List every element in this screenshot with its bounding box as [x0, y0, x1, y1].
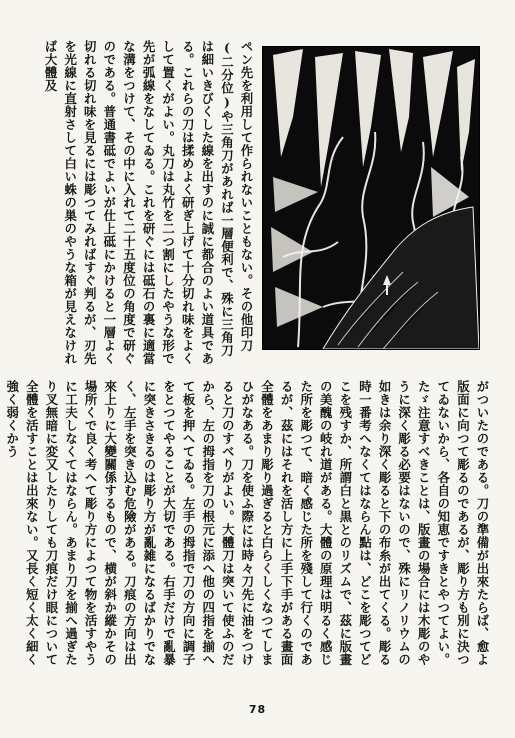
woodcut-illustration [262, 46, 480, 350]
top-left-text-block: ペン先を利用して作られないこともない。その他印刀(二分位)や三角刀があれば一層便利で、殊に三角刀は細いきびくした線を出すのに誠に都合のよい道具である。これらの刀は揉めよく研ぎ上げて十分切れ味をよくして置くがよい。丸刀は丸竹を二つ割にしたやうな形で先が弧線をなしてゐる。これを研ぐには砥石の裏に適當な溝をつけて、その中に入れて二十五度位の角度で研ぐのである。普通書砥でよいが仕上砥にかけると一層よく切れる切れ味を見るには彫つてみればすぐ判るが、刃先を光線に直射さして白い蛛の巣のやうな箱が見えなければ大體及 [43, 40, 254, 365]
page-number: 78 [248, 703, 267, 716]
woodcut-art [263, 47, 479, 349]
bottom-text-block: がついたのである。刀の準備が出來たらば、愈よ版面に向つて彫るのであるが、彫り方も別に決つてゐないから、各自の知恵ですきとやつてよい。たゞ注意すべきことは、版畫の場合には木彫のやうに深く彫る必要はないので、殊にリノリウムの如きは余り深く彫ると下の布糸が出てくる。彫る時一番考へなくてはならん點は、どこを彫つてどこを残すか、所謂白と黒とのリズムで、茲に版畫の美醜の岐れ道がある。大體の原理は明るく感じた所を彫つて、暗く感じた所を殘して行くのであるが、茲にはそれを活し方に上手下手がある畫面全體をあまり彫り過ぎると白らくしくなつてしまひがなある。刀を使ふ際には時々刀先に油をつけると刀のすべりがよい。大體刀は突いて使ふのだから、左の拇指を刀の根元に添へ他の四指を揃へて板を押へてゐる。左手の拇指で刀の方向に調子をとつてやることが大切である。右手だけで亂暴に突きさきるのは彫り方が亂雑になるばかりでなく、左手を突き込む危險がある。刀痕の方向は出來上りに大變關係するもので、横が斜か縱かその場所くで良く考へて彫り方によつて物を活すやうに工夫しなくてはならん。あまり刀を揃へ過ぎたり叉無暗に変又したりしても刀痕だけ眼について全體を活すことは出來ない。又長く短く太く細く強く弱くかう [4, 380, 490, 666]
